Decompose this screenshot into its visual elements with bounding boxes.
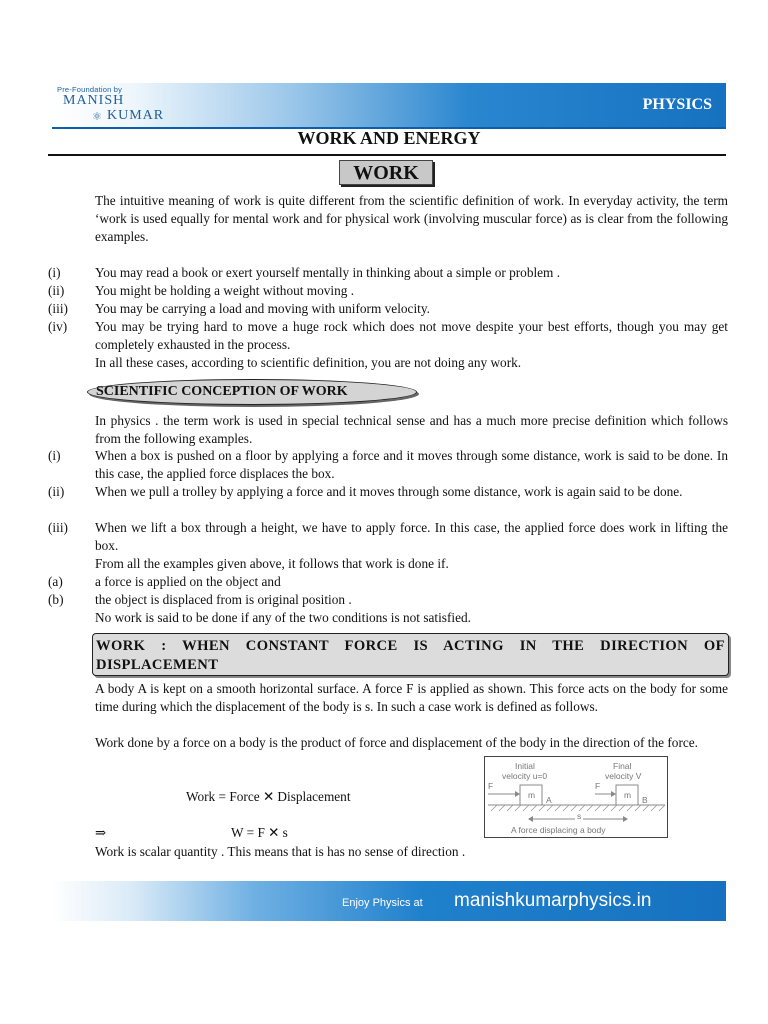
scientific-example-text: When we lift a box through a height, we have to apply force. In this case, the applied force does work in lifting the box. (95, 520, 728, 553)
scientific-example-number: (iii) (48, 520, 68, 535)
constant-force-paragraph: A body A is kept on a smooth horizontal surface. A force F is applied as shown. This force acts on the body for some time during which the displacement of the body is s. In such a case work is defined as follows. (95, 681, 728, 714)
force-arrowhead-final (611, 791, 616, 797)
condition-text: the object is displaced from is original position . (95, 592, 352, 607)
initial-label: Initial (515, 761, 535, 771)
conditions-note: No work is said to be done if any of the two conditions is not satisfied. (95, 610, 471, 625)
example-number: (ii) (48, 283, 65, 298)
scientific-heading-oval (87, 379, 417, 405)
scientific-example-text: When we pull a trolley by applying a force and it moves through some distance, work is again said to be done. (95, 484, 683, 499)
examples-conclusion: In all these cases, according to scientific definition, you are not doing any work. (95, 355, 522, 370)
constant-force-heading: WORK : WHEN CONSTANT FORCE IS ACTING IN THE DIRECTION OF DISPLACEMENT (96, 638, 725, 673)
force-label-final: F (595, 781, 601, 791)
initial-velocity-label: velocity u=0 (502, 771, 548, 781)
scientific-heading: SCIENTIFIC CONCEPTION OF WORK (96, 384, 348, 399)
title-divider (48, 154, 726, 156)
header-banner (52, 83, 726, 129)
diagram-caption: A force displacing a body (511, 825, 606, 835)
logo-prefix: Pre-Foundation by (57, 85, 123, 94)
logo-name-line2: KUMAR (107, 108, 165, 123)
chapter-title: WORK AND ENERGY (297, 128, 481, 148)
scientific-example-text: When a box is pushed on a floor by applying a force and it moves through some distance, work is said to be done. In this case, the applied force displaces the box. (95, 448, 728, 481)
example-text: You may read a book or exert yourself mentally in thinking about a simple or problem . (95, 265, 561, 280)
displacement-arrowhead-left (528, 816, 533, 822)
force-arrowhead-initial (515, 791, 520, 797)
example-number: (iv) (48, 319, 68, 334)
example-text: You might be holding a weight without moving . (95, 283, 355, 298)
scientific-intro: In physics . the term work is used in special technical sense and has a much more precise definition which follows from the following examples. (95, 413, 728, 446)
final-label: Final (613, 761, 632, 771)
conditions-intro: From all the examples given above, it follows that work is done if. (95, 556, 449, 571)
force-displacement-diagram (484, 756, 668, 838)
work-heading: WORK (339, 160, 433, 185)
force-label-initial: F (488, 781, 494, 791)
atom-icon: ⚛ (92, 110, 102, 123)
implies-symbol: ⇒ (95, 825, 107, 840)
constant-force-heading-box (92, 633, 729, 676)
final-velocity-label: velocity V (605, 771, 642, 781)
scientific-example-number: (i) (48, 448, 61, 463)
displacement-arrowhead-right (623, 816, 628, 822)
footer-site-link[interactable]: manishkumarphysics.in (454, 890, 652, 911)
scientific-example-number: (ii) (48, 484, 65, 499)
work-definition: Work done by a force on a body is the product of force and displacement of the body in the direction of the force. (95, 735, 698, 750)
footer-prefix: Enjoy Physics at (342, 897, 423, 909)
condition-text: a force is applied on the object and (95, 574, 281, 589)
logo-name-line1: MANISH (63, 93, 125, 108)
scalar-note: Work is scalar quantity . This means that is has no sense of direction . (95, 844, 466, 859)
displacement-label: s (577, 811, 582, 821)
footer-banner (52, 881, 726, 921)
condition-number: (b) (48, 592, 64, 607)
condition-number: (a) (48, 574, 63, 589)
mass-label-b: m (624, 790, 632, 800)
formula-work: Work = Force ✕ Displacement (186, 789, 351, 804)
example-number: (iii) (48, 301, 68, 316)
subject-label: PHYSICS (642, 96, 712, 113)
formula-w-fs: W = F ✕ s (231, 825, 288, 840)
example-text: You may be trying hard to move a huge rock which does not move despite your best efforts, though you may get completely exhausted in the process. (95, 319, 728, 352)
intro-paragraph: The intuitive meaning of work is quite different from the scientific definition of work. In everyday activity, the term ‘work is used equally for mental work and for physical work (involving muscular force) as is clear from the following examples. (95, 193, 728, 244)
example-number: (i) (48, 265, 61, 280)
mass-label-a: m (528, 790, 536, 800)
block-a-label: A (546, 795, 552, 805)
block-b-label: B (642, 795, 648, 805)
example-text: You may be carrying a load and moving with uniform velocity. (95, 301, 430, 316)
